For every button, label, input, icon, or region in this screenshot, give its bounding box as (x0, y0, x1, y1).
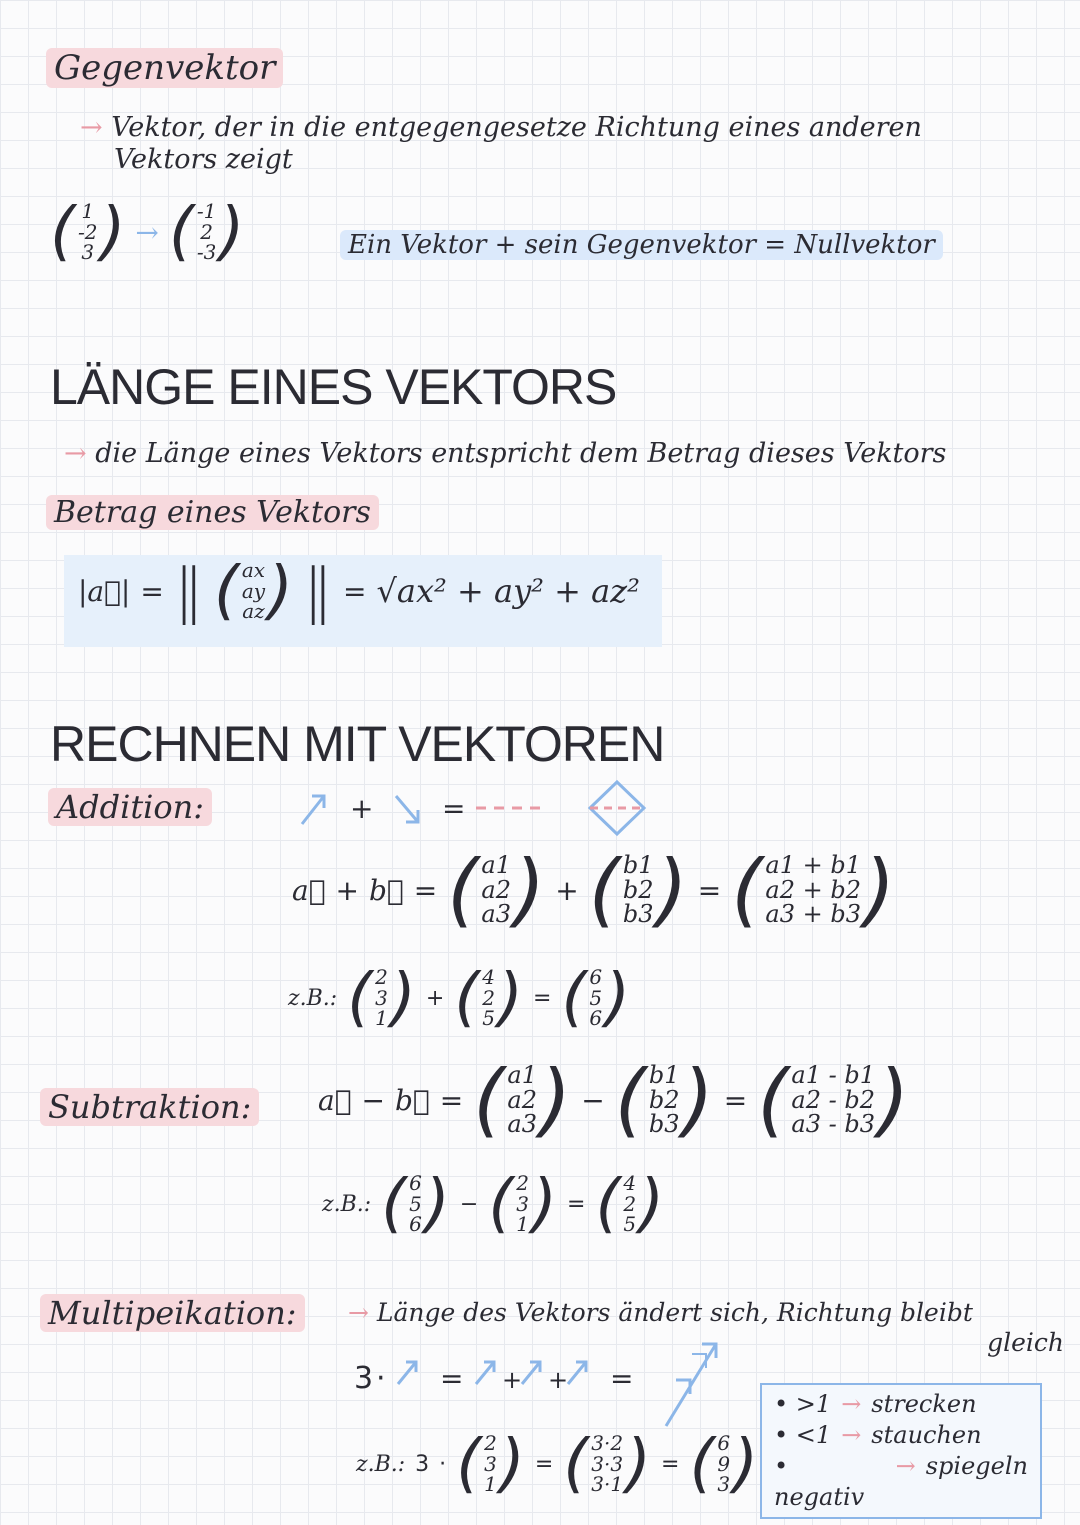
svg-text:=: = (440, 1362, 464, 1395)
svg-text:+: + (350, 792, 374, 825)
multiplikation-example: z.B.: 3 · ( 2 3 1 ) = ( 3·2 3·3 3·1 ) = ( 6 9 3 ) (356, 1427, 759, 1501)
svg-text:=: = (442, 792, 466, 825)
multiplikation-label: Multipeikation: (40, 1294, 305, 1332)
svg-text:+: + (548, 1366, 569, 1394)
addition-formula: a⃗ + b⃗ = ( a1 a2 a3 ) + ( b1 b2 b3 ) = ( a1 + b1 a2 + b2 a3 + b3 ) (292, 843, 896, 936)
example-vector: ( 1 -2 3 ) (50, 195, 126, 269)
subtraktion-label: Subtraktion: (40, 1088, 259, 1126)
svg-text:=: = (610, 1362, 634, 1395)
component-vector: ( ax ay az ) (213, 554, 294, 628)
multiplikation-sketch (350, 1340, 730, 1430)
example-opposite-vector: ( -1 2 -3 ) (168, 195, 245, 269)
svg-text:+: + (502, 1366, 523, 1394)
arrow-icon: → (135, 215, 159, 249)
svg-text:·: · (376, 1361, 386, 1396)
laenge-description: → die Länge eines Vektors entspricht dem Betrag dieses Vektors (64, 438, 947, 469)
arrow-icon: → (841, 1390, 862, 1418)
addition-sketch (290, 776, 670, 840)
laenge-heading: LÄNGE EINES VEKTORS (50, 359, 617, 415)
gegenvektor-definition: → Vektor, der in die entgegengesetze Richtung eines anderen Vektors zeigt (80, 112, 922, 175)
gegenvektor-rule: Ein Vektor + sein Gegenvektor = Nullvektor (340, 230, 943, 260)
addition-label: Addition: (48, 788, 212, 826)
multiplikation-description: → Länge des Vektors ändert sich, Richtung bleibt gleich (348, 1298, 1064, 1357)
subtraktion-formula: a⃗ − b⃗ = ( a1 a2 a3 ) − ( b1 b2 b3 ) = ( a1 - b1 a2 - b2 a3 - b3 ) (318, 1053, 910, 1146)
subtraktion-example: z.B.: ( 6 5 6 ) − ( 2 3 1 ) = ( 4 2 5 ) (322, 1167, 665, 1241)
svg-text:3: 3 (354, 1361, 374, 1396)
betrag-heading: Betrag eines Vektors (46, 495, 379, 530)
arrow-icon: → (64, 438, 87, 469)
legend-row: • negativ → spiegeln (774, 1452, 1028, 1511)
legend-row: • >1 → strecken (774, 1390, 977, 1418)
arrow-icon: → (80, 112, 103, 143)
legend-row: • <1 → stauchen (774, 1421, 982, 1449)
betrag-formula: |a⃗| = ‖ ( ax ay az ) ‖ = √ax² + ay² + az² (78, 554, 640, 628)
gegenvektor-example (50, 195, 245, 269)
arrow-icon: → (895, 1452, 916, 1480)
scaling-legend (760, 1383, 1042, 1519)
gegenvektor-heading: Gegenvektor (46, 48, 283, 88)
addition-example: z.B.: ( 2 3 1 ) + ( 4 2 5 ) = ( 6 5 6 ) (288, 961, 631, 1035)
arrow-icon: → (841, 1421, 862, 1449)
addition-arrows-icon (290, 776, 670, 840)
rechnen-heading: RECHNEN MIT VEKTOREN (50, 716, 665, 772)
arrow-icon: → (348, 1298, 369, 1327)
multiplikation-arrows-icon (350, 1340, 730, 1430)
